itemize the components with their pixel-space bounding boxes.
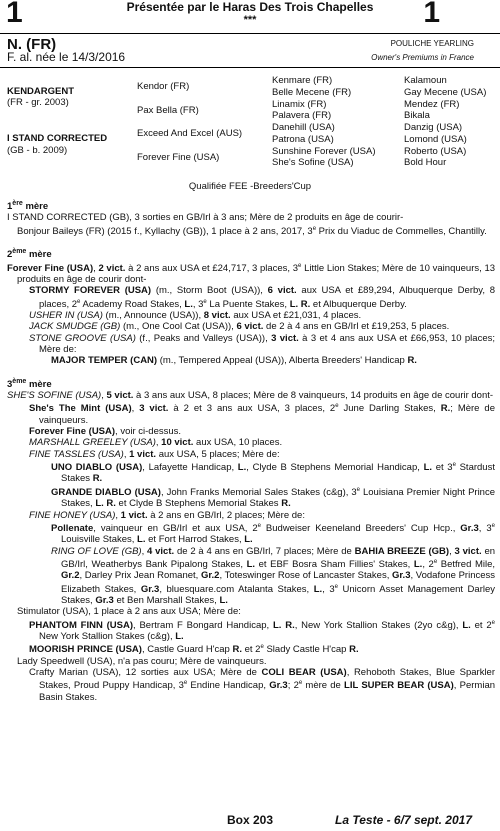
produce-paragraph: FINE TASSLES (USA), 1 vict. aux USA, 5 places; Mère de: <box>29 448 280 460</box>
dam-paragraph: I STAND CORRECTED (GB), 3 sorties en GB/Irl à 3 ans; Mère de 2 produits en âge de courir- <box>7 212 404 224</box>
produce-paragraph: STONE GROOVE (USA) (f., Peaks and Valleys (USA)), 3 vict. à 3 et 4 ans aux USA et £66,953, 10 places; Mère de: <box>29 332 495 356</box>
pedigree-gen3: She's Sofine (USA) <box>272 157 354 168</box>
dam-paragraph: SHE'S SOFINE (USA), 5 vict. à 3 ans aux USA, 8 places; Mère de 8 vainqueurs, 14 produits en âge de courir dont- <box>7 390 494 402</box>
lot-number-right: 1 <box>423 0 440 29</box>
dam-name: I STAND CORRECTED <box>7 133 108 144</box>
pedigree-gen4: Roberto (USA) <box>404 146 467 157</box>
pedigree-gen3: Sunshine Forever (USA) <box>272 146 376 157</box>
produce-paragraph: MOORISH PRINCE (USA), Castle Guard H'cap R. et 2e Slady Castle H'cap R. <box>29 644 359 656</box>
pedigree-gen4: Danzig (USA) <box>404 122 463 133</box>
produce-paragraph: MARSHALL GREELEY (USA), 10 vict. aux USA, 10 places. <box>29 437 283 449</box>
header-divider <box>0 33 500 34</box>
section-heading-1st-dam: 1ère mère <box>7 200 49 213</box>
produce-paragraph: Pollenate, vainqueur en GB/Irl et aux USA, 2e Budweiser Keeneland Breeders' Cup Hcp., Gr.3, 3e Louisville Stakes, L. et Fort Harrod Stakes, L. <box>51 522 495 546</box>
pedigree-gen3: Patrona (USA) <box>272 134 334 145</box>
horse-name: N. (FR) <box>7 36 57 53</box>
box-number: Box 203 <box>226 813 274 827</box>
qualification: Qualifiée FEE -Breeders'Cup <box>188 181 312 192</box>
horse-type: POULICHE YEARLING <box>390 39 474 48</box>
pedigree-gen3: Kenmare (FR) <box>272 75 333 86</box>
horse-birth: F. al. née le 14/3/2016 <box>7 50 126 64</box>
pedigree-gen3: Palavera (FR) <box>272 110 332 121</box>
pedigree-gen4: Gay Mecene (USA) <box>404 87 487 98</box>
pedigree-gen4: Mendez (FR) <box>404 99 460 110</box>
produce-paragraph: Crafty Marian (USA), 12 sorties aux USA; Mère de COLI BEAR (USA), Rehoboth Stakes, Blue Sparkler Stakes, Proud Puppy Handicap, 3e Endine Handicap, Gr.3; 2e mère de LIL SUPER BEAR (USA), Permian Basin Stakes. <box>29 667 496 703</box>
pedigree-gen4: Kalamoun <box>404 75 447 86</box>
pedigree-gen3: Linamix (FR) <box>272 99 327 110</box>
section-heading-2nd-dam: 2ème mère <box>7 248 52 261</box>
pedigree-gen2: Kendor (FR) <box>137 81 190 92</box>
pedigree-gen2: Pax Bella (FR) <box>137 105 199 116</box>
sale-place-date: La Teste - 6/7 sept. 2017 <box>335 813 472 827</box>
pedigree-gen2: Exceed And Excel (AUS) <box>137 128 243 139</box>
dam-detail: (GB - b. 2009) <box>7 145 68 156</box>
pedigree-gen4: Bikala <box>404 110 430 121</box>
dam-paragraph: Forever Fine (USA), 2 vict. à 2 ans aux USA et £24,717, 3 places, 3e Little Lion Stakes; Mère de 10 vainqueurs, 13 produits en âge de courir dont- <box>7 262 496 286</box>
pedigree-gen4: Lomond (USA) <box>404 134 467 145</box>
produce-paragraph: GRANDE DIABLO (USA), John Franks Memorial Sales Stakes (c&g), 3e Louisiana Premier Night Prince Stakes, L. R. et Clyde B Stephens Memorial Stakes R. <box>51 486 495 510</box>
pedigree-gen3: Danehill (USA) <box>272 122 335 133</box>
pedigree-gen2: Forever Fine (USA) <box>137 152 220 163</box>
produce-paragraph: UNO DIABLO (USA), Lafayette Handicap, L., Clyde B Stephens Memorial Handicap, L. et 3e Stardust Stakes R. <box>51 462 495 485</box>
sire-name: KENDARGENT <box>7 86 75 97</box>
produce-paragraph: FINE HONEY (USA), 1 vict. à 2 ans en GB/Irl, 2 places; Mère de: <box>29 509 305 521</box>
produce-paragraph: PHANTOM FINN (USA), Bertram F Bongard Handicap, L. R., New York Stallion Stakes (2yo c&g), L. et 2e New York Stallion Stakes (c&g), L. <box>29 619 495 643</box>
produce-paragraph: Stimulator (USA), 1 place à 2 ans aux USA; Mère de: <box>17 606 241 618</box>
produce-paragraph: RING OF LOVE (GB), 4 vict. de 2 à 4 ans en GB/Irl, 7 places; Mère de BAHIA BREEZE (GB), 3 vict. en GB/Irl, Weatherbys Bank Pipalong Stakes, L. et EBF Bosra Sham Fillies' Stakes, L., 2e Betfred Mile, Gr.2, Darley Prix Jean Romanet, Gr.2, Toteswinger Rose of Lancaster Stakes, Gr.3, Vodafone Princess Elizabeth Stakes, Gr.3, bluesquare.com Atalanta Stakes, L., 3e Unicorn Asset Management Darley Stakes, Gr.3 et Ben Marshall Stakes, L. <box>51 545 496 607</box>
consignor-title: Présentée par le Haras Des Trois Chapelles <box>126 0 374 14</box>
section-heading-3rd-dam: 3ème mère <box>7 377 52 390</box>
sire-detail: (FR - gr. 2003) <box>7 97 69 108</box>
header-stars: *** <box>243 14 257 26</box>
owner-premium: Owner's Premiums in France <box>371 53 474 62</box>
produce-paragraph: Lady Speedwell (USA), n'a pas couru; Mère de vainqueurs. <box>17 655 267 667</box>
produce-paragraph: Forever Fine (USA), voir ci-dessus. <box>29 426 182 438</box>
pedigree-narrative <box>7 198 495 703</box>
pedigree-gen3: Belle Mecene (FR) <box>272 87 352 98</box>
produce-paragraph: USHER IN (USA) (m., Announce (USA)), 8 vict. aux USA et £21,031, 4 places. <box>29 310 362 322</box>
lot-number-left: 1 <box>6 0 23 29</box>
pedigree-gen4: Bold Hour <box>404 157 447 168</box>
produce-paragraph: JACK SMUDGE (GB) (m., One Cool Cat (USA)), 6 vict. de 2 à 4 ans en GB/Irl et £19,253, 5 places. <box>29 321 450 333</box>
pedigree-divider <box>0 67 500 68</box>
produce-paragraph: MAJOR TEMPER (CAN) (m., Tempered Appeal (USA)), Alberta Breeders' Handicap R. <box>51 355 417 367</box>
produce-paragraph: Bonjour Baileys (FR) (2015 f., Kyllachy (GB)), 1 place à 2 ans, 2017, 3e Prix du Viaduc de Commelles, Chantilly. <box>17 225 487 237</box>
produce-paragraph: She's The Mint (USA), 3 vict. à 2 et 3 ans aux USA, 3 places, 2e June Darling Stakes, R.; Mère de vainqueurs. <box>29 403 495 426</box>
produce-paragraph: STORMY FOREVER (USA) (m., Storm Boot (USA)), 6 vict. aux USA et £89,294, Albuquerque Derby, 8 places, 2e Academy Road Stakes, L., 3e La Puente Stakes, L. R. et Albuquerque Derby. <box>29 285 495 310</box>
